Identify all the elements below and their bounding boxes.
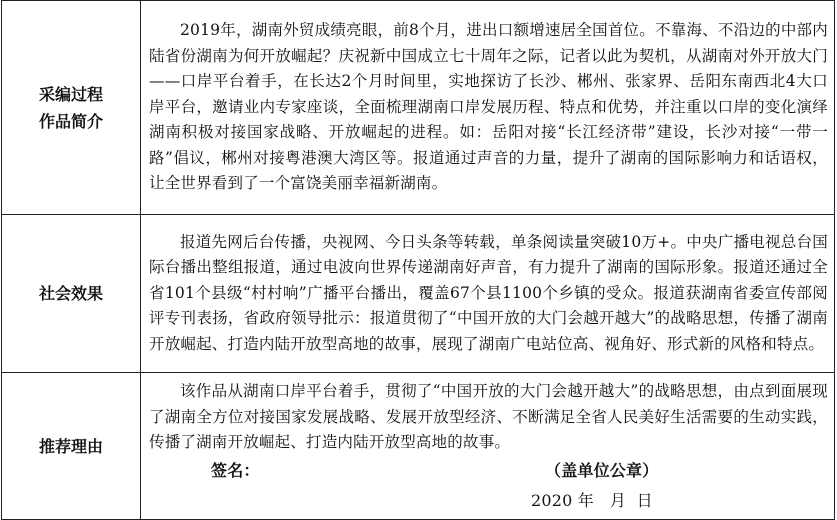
row-label-line: 推荐理由 [38,436,103,456]
table-row-recommendation [2,373,835,520]
intro-text: 2019年，湖南外贸成绩亮眼，前8个月，进出口额增速居全国首位。不靠海、不沿边的中部内陆省份湖南为何开放崛起？庆祝新中国成立七十周年之际，记者以此为契机，从湖南对外开放大门——口岸平台着手，在长达2个月时间里，实地探访了长沙、郴州、张家界、岳阳东南西北4大口岸平台，邀请业内专家座谈，全面梳理湖南口岸发展历程、特点和优势，并注重以口岸的变化演绎湖南积极对接国家战略、开放崛起的进程。如：岳阳对接“长江经济带”建设，长沙对接“一带一路”倡议，郴州对接粤港澳大湾区等。报道通过声音的力量，提升了湖南的国际影响力和话语权，让全世界看到了一个富饶美丽幸福新湖南。 [141,1,835,215]
social-effect-text: 报道先网后台传播，央视网、今日头条等转载，单条阅读量突破10万+。中央广播电视总台国际台播出整组报道，通过电波向世界传递湖南好声音，有力提升了湖南的国际形象。报道还通过全省101个县级“村村响”广播平台播出，覆盖67个县1100个乡镇的受众。报道获湖南省委宣传部阅评专刊表扬，省政府领导批示：报道贯彻了“中国开放的大门会越开越大”的战略思想，传播了湖南开放崛起、打造内陆开放型高地的故事，展现了湖南广电站位高、视角好、形式新的风格和特点。 [141,215,835,373]
row-label-recommendation [2,373,141,520]
signature-date: 2020 年 月 日 [531,490,653,510]
recommendation-text: 该作品从湖南口岸平台着手，贯彻了“中国开放的大门会越开越大”的战略思想，由点到面展现了湖南全方位对接国家发展战略、发展开放型经济、不断满足全省人民美好生活需要的生动实践，传播了湖南开放崛起、打造内陆开放型高地的故事。 [149,382,828,451]
nomination-form-table [1,0,835,520]
date-line [149,488,828,514]
signature-line [149,458,828,485]
table-row-intro [2,1,835,215]
row-label-social-effect [2,215,141,373]
row-label-intro [2,1,141,215]
row-label-line: 社会效果 [38,284,103,303]
row-label-line: 作品简介 [38,111,103,131]
recommendation-cell [141,373,835,520]
table-row-social-effect [2,215,835,373]
row-label-line: 采编过程 [38,84,103,104]
signature-label: 签名： [211,460,260,480]
seal-label: （盖单位公章） [545,460,659,480]
